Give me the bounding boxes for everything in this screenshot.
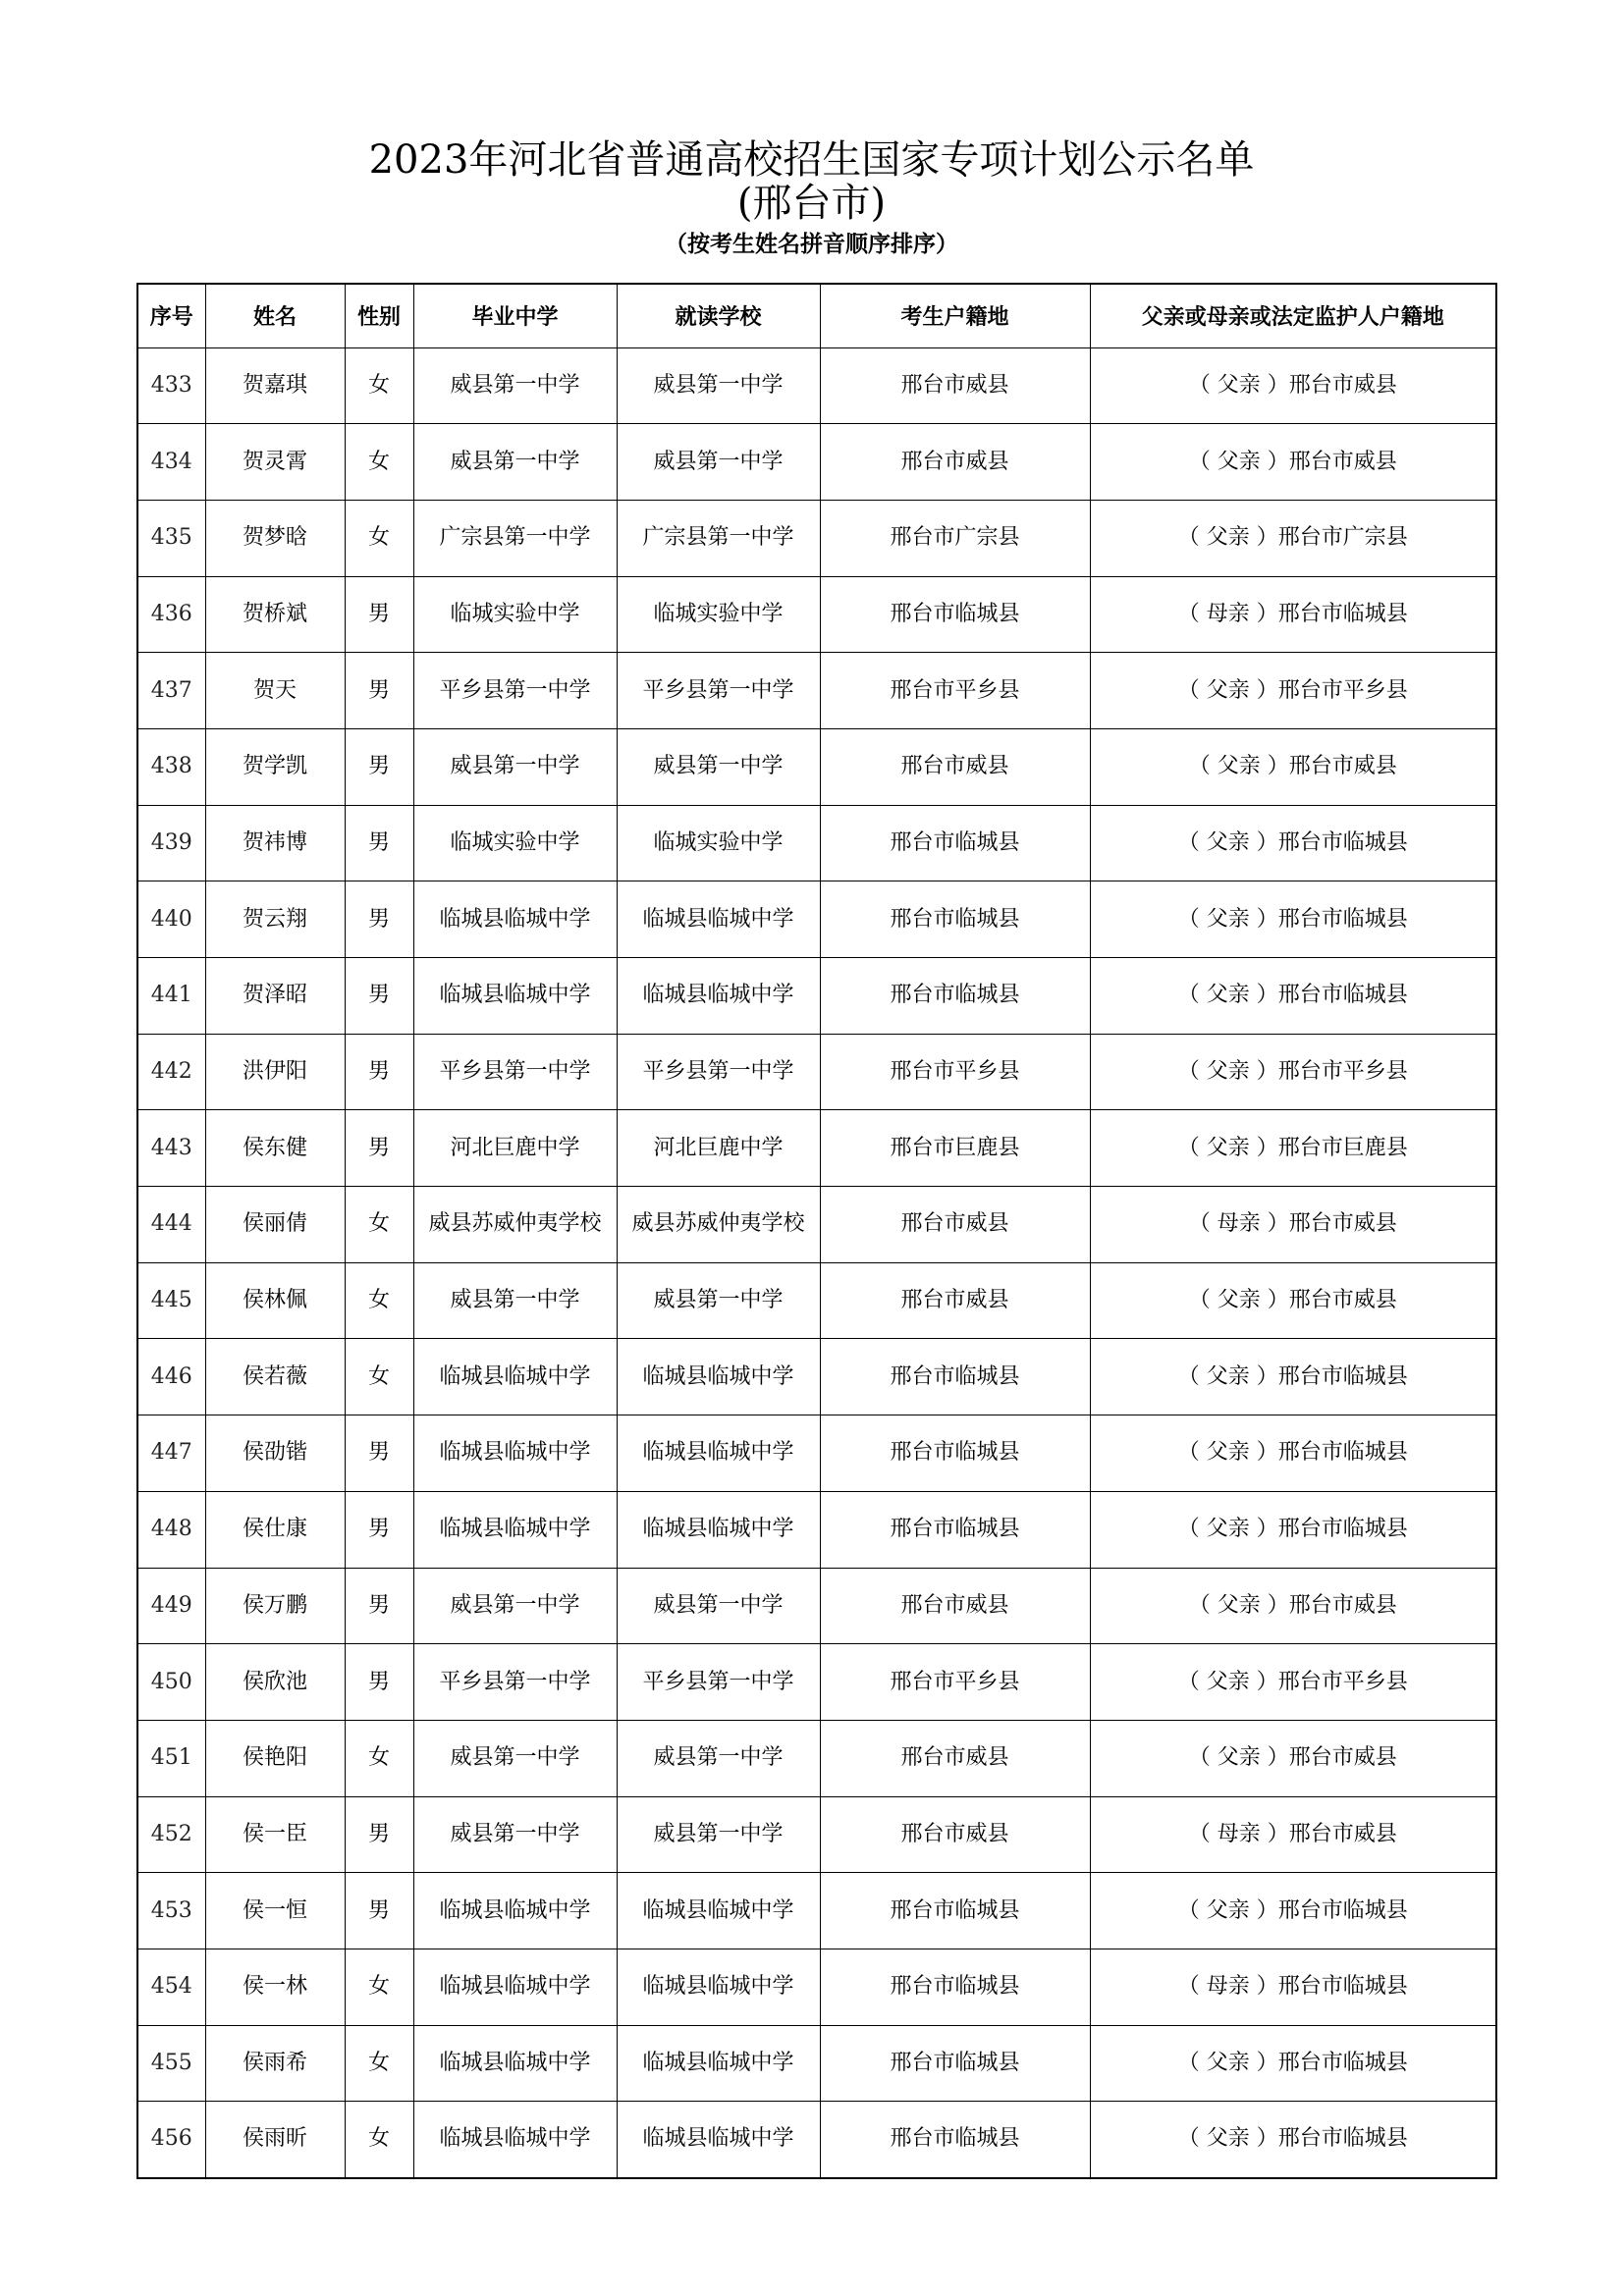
cell-number: 442 [137, 1034, 205, 1110]
table-body [137, 347, 1496, 2178]
cell-student-residence: 邢台市威县 [820, 347, 1090, 424]
cell-number: 456 [137, 2102, 205, 2178]
cell-number: 433 [137, 347, 205, 424]
cell-graduated-school: 威县第一中学 [413, 1720, 617, 1796]
cell-student-residence: 邢台市巨鹿县 [820, 1110, 1090, 1187]
table-row [137, 881, 1496, 958]
cell-student-residence: 邢台市临城县 [820, 1949, 1090, 2025]
cell-guardian-residence: （ 父亲 ）邢台市广宗县 [1090, 500, 1496, 576]
table-row [137, 1491, 1496, 1568]
cell-gender: 女 [345, 500, 413, 576]
cell-name: 侯雨希 [205, 2025, 345, 2102]
cell-gender: 女 [345, 1339, 413, 1415]
cell-guardian-residence: （ 父亲 ）邢台市平乡县 [1090, 1034, 1496, 1110]
table-row [137, 1034, 1496, 1110]
cell-number: 447 [137, 1415, 205, 1492]
cell-guardian-residence: （ 父亲 ）邢台市威县 [1090, 1568, 1496, 1644]
cell-guardian-residence: （ 父亲 ）邢台市威县 [1090, 1262, 1496, 1339]
cell-student-residence: 邢台市临城县 [820, 1415, 1090, 1492]
cell-name: 贺学凯 [205, 728, 345, 805]
cell-gender: 女 [345, 1720, 413, 1796]
cell-graduated-school: 临城县临城中学 [413, 2102, 617, 2178]
cell-student-residence: 邢台市临城县 [820, 2025, 1090, 2102]
cell-name: 侯丽倩 [205, 1187, 345, 1263]
cell-graduated-school: 临城实验中学 [413, 576, 617, 653]
cell-gender: 女 [345, 1187, 413, 1263]
table-row [137, 576, 1496, 653]
cell-graduated-school: 威县第一中学 [413, 347, 617, 424]
cell-student-residence: 邢台市威县 [820, 1187, 1090, 1263]
cell-gender: 男 [345, 1568, 413, 1644]
table-row [137, 805, 1496, 881]
cell-guardian-residence: （ 父亲 ）邢台市巨鹿县 [1090, 1110, 1496, 1187]
cell-student-residence: 邢台市临城县 [820, 1339, 1090, 1415]
cell-name: 贺天 [205, 653, 345, 729]
cell-gender: 男 [345, 958, 413, 1035]
table-row [137, 424, 1496, 501]
cell-guardian-residence: （ 母亲 ）邢台市威县 [1090, 1796, 1496, 1873]
cell-number: 438 [137, 728, 205, 805]
admission-list-table [136, 283, 1497, 2179]
cell-current-school: 威县第一中学 [617, 1796, 820, 1873]
cell-number: 444 [137, 1187, 205, 1263]
cell-student-residence: 邢台市临城县 [820, 1491, 1090, 1568]
cell-gender: 男 [345, 1415, 413, 1492]
cell-graduated-school: 威县第一中学 [413, 1262, 617, 1339]
cell-guardian-residence: （ 父亲 ）邢台市平乡县 [1090, 653, 1496, 729]
column-header-graduated-school: 毕业中学 [413, 284, 617, 347]
cell-current-school: 威县第一中学 [617, 1262, 820, 1339]
cell-name: 侯仕康 [205, 1491, 345, 1568]
cell-gender: 女 [345, 2102, 413, 2178]
cell-student-residence: 邢台市临城县 [820, 2102, 1090, 2178]
cell-gender: 女 [345, 1949, 413, 2025]
cell-guardian-residence: （ 父亲 ）邢台市临城县 [1090, 2025, 1496, 2102]
table-row [137, 653, 1496, 729]
cell-current-school: 临城县临城中学 [617, 1873, 820, 1949]
table-row [137, 1873, 1496, 1949]
cell-student-residence: 邢台市威县 [820, 1262, 1090, 1339]
cell-name: 贺桥斌 [205, 576, 345, 653]
cell-number: 443 [137, 1110, 205, 1187]
table-row [137, 1262, 1496, 1339]
cell-graduated-school: 临城实验中学 [413, 805, 617, 881]
cell-number: 449 [137, 1568, 205, 1644]
cell-guardian-residence: （ 父亲 ）邢台市临城县 [1090, 958, 1496, 1035]
cell-graduated-school: 平乡县第一中学 [413, 1644, 617, 1721]
cell-guardian-residence: （ 父亲 ）邢台市临城县 [1090, 2102, 1496, 2178]
table-row [137, 1187, 1496, 1263]
table-row [137, 1339, 1496, 1415]
cell-graduated-school: 平乡县第一中学 [413, 1034, 617, 1110]
table-row [137, 1644, 1496, 1721]
cell-number: 435 [137, 500, 205, 576]
table-row [137, 1568, 1496, 1644]
cell-graduated-school: 威县第一中学 [413, 424, 617, 501]
cell-current-school: 威县第一中学 [617, 424, 820, 501]
page-title-region: (邢台市) [736, 181, 887, 226]
cell-student-residence: 邢台市威县 [820, 728, 1090, 805]
cell-graduated-school: 威县苏威仲夷学校 [413, 1187, 617, 1263]
cell-current-school: 威县第一中学 [617, 347, 820, 424]
cell-current-school: 平乡县第一中学 [617, 1644, 820, 1721]
cell-graduated-school: 临城县临城中学 [413, 2025, 617, 2102]
page-title: 2023年河北省普通高校招生国家专项计划公示名单 [368, 137, 1255, 183]
cell-gender: 男 [345, 1873, 413, 1949]
cell-name: 贺梦晗 [205, 500, 345, 576]
cell-number: 446 [137, 1339, 205, 1415]
cell-name: 贺祎博 [205, 805, 345, 881]
cell-student-residence: 邢台市平乡县 [820, 653, 1090, 729]
cell-current-school: 临城实验中学 [617, 805, 820, 881]
cell-gender: 男 [345, 1491, 413, 1568]
cell-student-residence: 邢台市威县 [820, 1720, 1090, 1796]
cell-current-school: 威县第一中学 [617, 1720, 820, 1796]
cell-guardian-residence: （ 父亲 ）邢台市临城县 [1090, 1415, 1496, 1492]
sort-note: （按考生姓名拼音顺序排序） [665, 232, 958, 257]
cell-name: 侯一臣 [205, 1796, 345, 1873]
cell-number: 455 [137, 2025, 205, 2102]
cell-name: 侯劭锴 [205, 1415, 345, 1492]
cell-gender: 女 [345, 1262, 413, 1339]
cell-student-residence: 邢台市平乡县 [820, 1644, 1090, 1721]
cell-gender: 男 [345, 805, 413, 881]
column-header-guardian-residence: 父亲或母亲或法定监护人户籍地 [1090, 284, 1496, 347]
cell-current-school: 临城县临城中学 [617, 1491, 820, 1568]
cell-name: 侯东健 [205, 1110, 345, 1187]
cell-current-school: 临城实验中学 [617, 576, 820, 653]
cell-name: 贺泽昭 [205, 958, 345, 1035]
cell-gender: 男 [345, 1796, 413, 1873]
cell-graduated-school: 临城县临城中学 [413, 1339, 617, 1415]
cell-guardian-residence: （ 父亲 ）邢台市威县 [1090, 347, 1496, 424]
cell-student-residence: 邢台市威县 [820, 1796, 1090, 1873]
cell-student-residence: 邢台市广宗县 [820, 500, 1090, 576]
cell-gender: 女 [345, 424, 413, 501]
cell-gender: 男 [345, 1644, 413, 1721]
cell-number: 441 [137, 958, 205, 1035]
table-header-row [137, 284, 1496, 347]
cell-name: 侯万鹏 [205, 1568, 345, 1644]
cell-number: 448 [137, 1491, 205, 1568]
cell-name: 贺嘉琪 [205, 347, 345, 424]
table-row [137, 500, 1496, 576]
cell-guardian-residence: （ 父亲 ）邢台市威县 [1090, 728, 1496, 805]
cell-current-school: 临城县临城中学 [617, 2102, 820, 2178]
cell-student-residence: 邢台市威县 [820, 1568, 1090, 1644]
cell-guardian-residence: （ 母亲 ）邢台市临城县 [1090, 576, 1496, 653]
cell-name: 洪伊阳 [205, 1034, 345, 1110]
cell-graduated-school: 广宗县第一中学 [413, 500, 617, 576]
cell-gender: 男 [345, 1110, 413, 1187]
cell-graduated-school: 临城县临城中学 [413, 881, 617, 958]
table-row [137, 1720, 1496, 1796]
cell-number: 453 [137, 1873, 205, 1949]
cell-guardian-residence: （ 父亲 ）邢台市威县 [1090, 424, 1496, 501]
cell-graduated-school: 临城县临城中学 [413, 1491, 617, 1568]
table-row [137, 728, 1496, 805]
table-row [137, 347, 1496, 424]
column-header-number: 序号 [137, 284, 205, 347]
cell-gender: 女 [345, 347, 413, 424]
cell-graduated-school: 临城县临城中学 [413, 1949, 617, 2025]
cell-guardian-residence: （ 父亲 ）邢台市临城县 [1090, 805, 1496, 881]
cell-gender: 男 [345, 1034, 413, 1110]
table-row [137, 2102, 1496, 2178]
cell-number: 434 [137, 424, 205, 501]
cell-current-school: 河北巨鹿中学 [617, 1110, 820, 1187]
cell-current-school: 临城县临城中学 [617, 881, 820, 958]
cell-gender: 男 [345, 881, 413, 958]
cell-guardian-residence: （ 母亲 ）邢台市临城县 [1090, 1949, 1496, 2025]
cell-gender: 女 [345, 2025, 413, 2102]
cell-current-school: 临城县临城中学 [617, 958, 820, 1035]
cell-guardian-residence: （ 母亲 ）邢台市威县 [1090, 1187, 1496, 1263]
cell-gender: 男 [345, 576, 413, 653]
cell-number: 436 [137, 576, 205, 653]
cell-graduated-school: 临城县临城中学 [413, 958, 617, 1035]
cell-student-residence: 邢台市临城县 [820, 1873, 1090, 1949]
cell-current-school: 临城县临城中学 [617, 1339, 820, 1415]
cell-number: 451 [137, 1720, 205, 1796]
cell-name: 侯艳阳 [205, 1720, 345, 1796]
cell-current-school: 威县苏威仲夷学校 [617, 1187, 820, 1263]
cell-number: 439 [137, 805, 205, 881]
column-header-gender: 性别 [345, 284, 413, 347]
cell-number: 452 [137, 1796, 205, 1873]
cell-graduated-school: 河北巨鹿中学 [413, 1110, 617, 1187]
cell-student-residence: 邢台市临城县 [820, 958, 1090, 1035]
cell-number: 445 [137, 1262, 205, 1339]
cell-student-residence: 邢台市威县 [820, 424, 1090, 501]
cell-student-residence: 邢台市临城县 [820, 805, 1090, 881]
cell-current-school: 威县第一中学 [617, 728, 820, 805]
cell-graduated-school: 临城县临城中学 [413, 1873, 617, 1949]
cell-graduated-school: 临城县临城中学 [413, 1415, 617, 1492]
cell-current-school: 平乡县第一中学 [617, 1034, 820, 1110]
table-row [137, 1415, 1496, 1492]
table-row [137, 1796, 1496, 1873]
table-row [137, 1110, 1496, 1187]
cell-name: 侯雨昕 [205, 2102, 345, 2178]
cell-guardian-residence: （ 父亲 ）邢台市平乡县 [1090, 1644, 1496, 1721]
cell-name: 侯一林 [205, 1949, 345, 2025]
cell-name: 贺灵霄 [205, 424, 345, 501]
cell-current-school: 临城县临城中学 [617, 1415, 820, 1492]
cell-student-residence: 邢台市临城县 [820, 881, 1090, 958]
cell-current-school: 临城县临城中学 [617, 2025, 820, 2102]
cell-graduated-school: 威县第一中学 [413, 1796, 617, 1873]
cell-student-residence: 邢台市临城县 [820, 576, 1090, 653]
cell-current-school: 临城县临城中学 [617, 1949, 820, 2025]
cell-graduated-school: 平乡县第一中学 [413, 653, 617, 729]
cell-guardian-residence: （ 父亲 ）邢台市临城县 [1090, 881, 1496, 958]
table-row [137, 2025, 1496, 2102]
cell-number: 450 [137, 1644, 205, 1721]
cell-gender: 男 [345, 728, 413, 805]
cell-number: 440 [137, 881, 205, 958]
cell-number: 454 [137, 1949, 205, 2025]
cell-name: 贺云翔 [205, 881, 345, 958]
cell-guardian-residence: （ 父亲 ）邢台市临城县 [1090, 1339, 1496, 1415]
column-header-current-school: 就读学校 [617, 284, 820, 347]
cell-gender: 男 [345, 653, 413, 729]
cell-guardian-residence: （ 父亲 ）邢台市临城县 [1090, 1491, 1496, 1568]
table-row [137, 958, 1496, 1035]
cell-graduated-school: 威县第一中学 [413, 1568, 617, 1644]
cell-guardian-residence: （ 父亲 ）邢台市临城县 [1090, 1873, 1496, 1949]
table-row [137, 1949, 1496, 2025]
cell-name: 侯若薇 [205, 1339, 345, 1415]
cell-graduated-school: 威县第一中学 [413, 728, 617, 805]
cell-student-residence: 邢台市平乡县 [820, 1034, 1090, 1110]
cell-current-school: 广宗县第一中学 [617, 500, 820, 576]
cell-name: 侯一恒 [205, 1873, 345, 1949]
cell-name: 侯林佩 [205, 1262, 345, 1339]
cell-current-school: 威县第一中学 [617, 1568, 820, 1644]
cell-current-school: 平乡县第一中学 [617, 653, 820, 729]
column-header-name: 姓名 [205, 284, 345, 347]
column-header-student-residence: 考生户籍地 [820, 284, 1090, 347]
cell-guardian-residence: （ 父亲 ）邢台市威县 [1090, 1720, 1496, 1796]
cell-name: 侯欣池 [205, 1644, 345, 1721]
cell-number: 437 [137, 653, 205, 729]
